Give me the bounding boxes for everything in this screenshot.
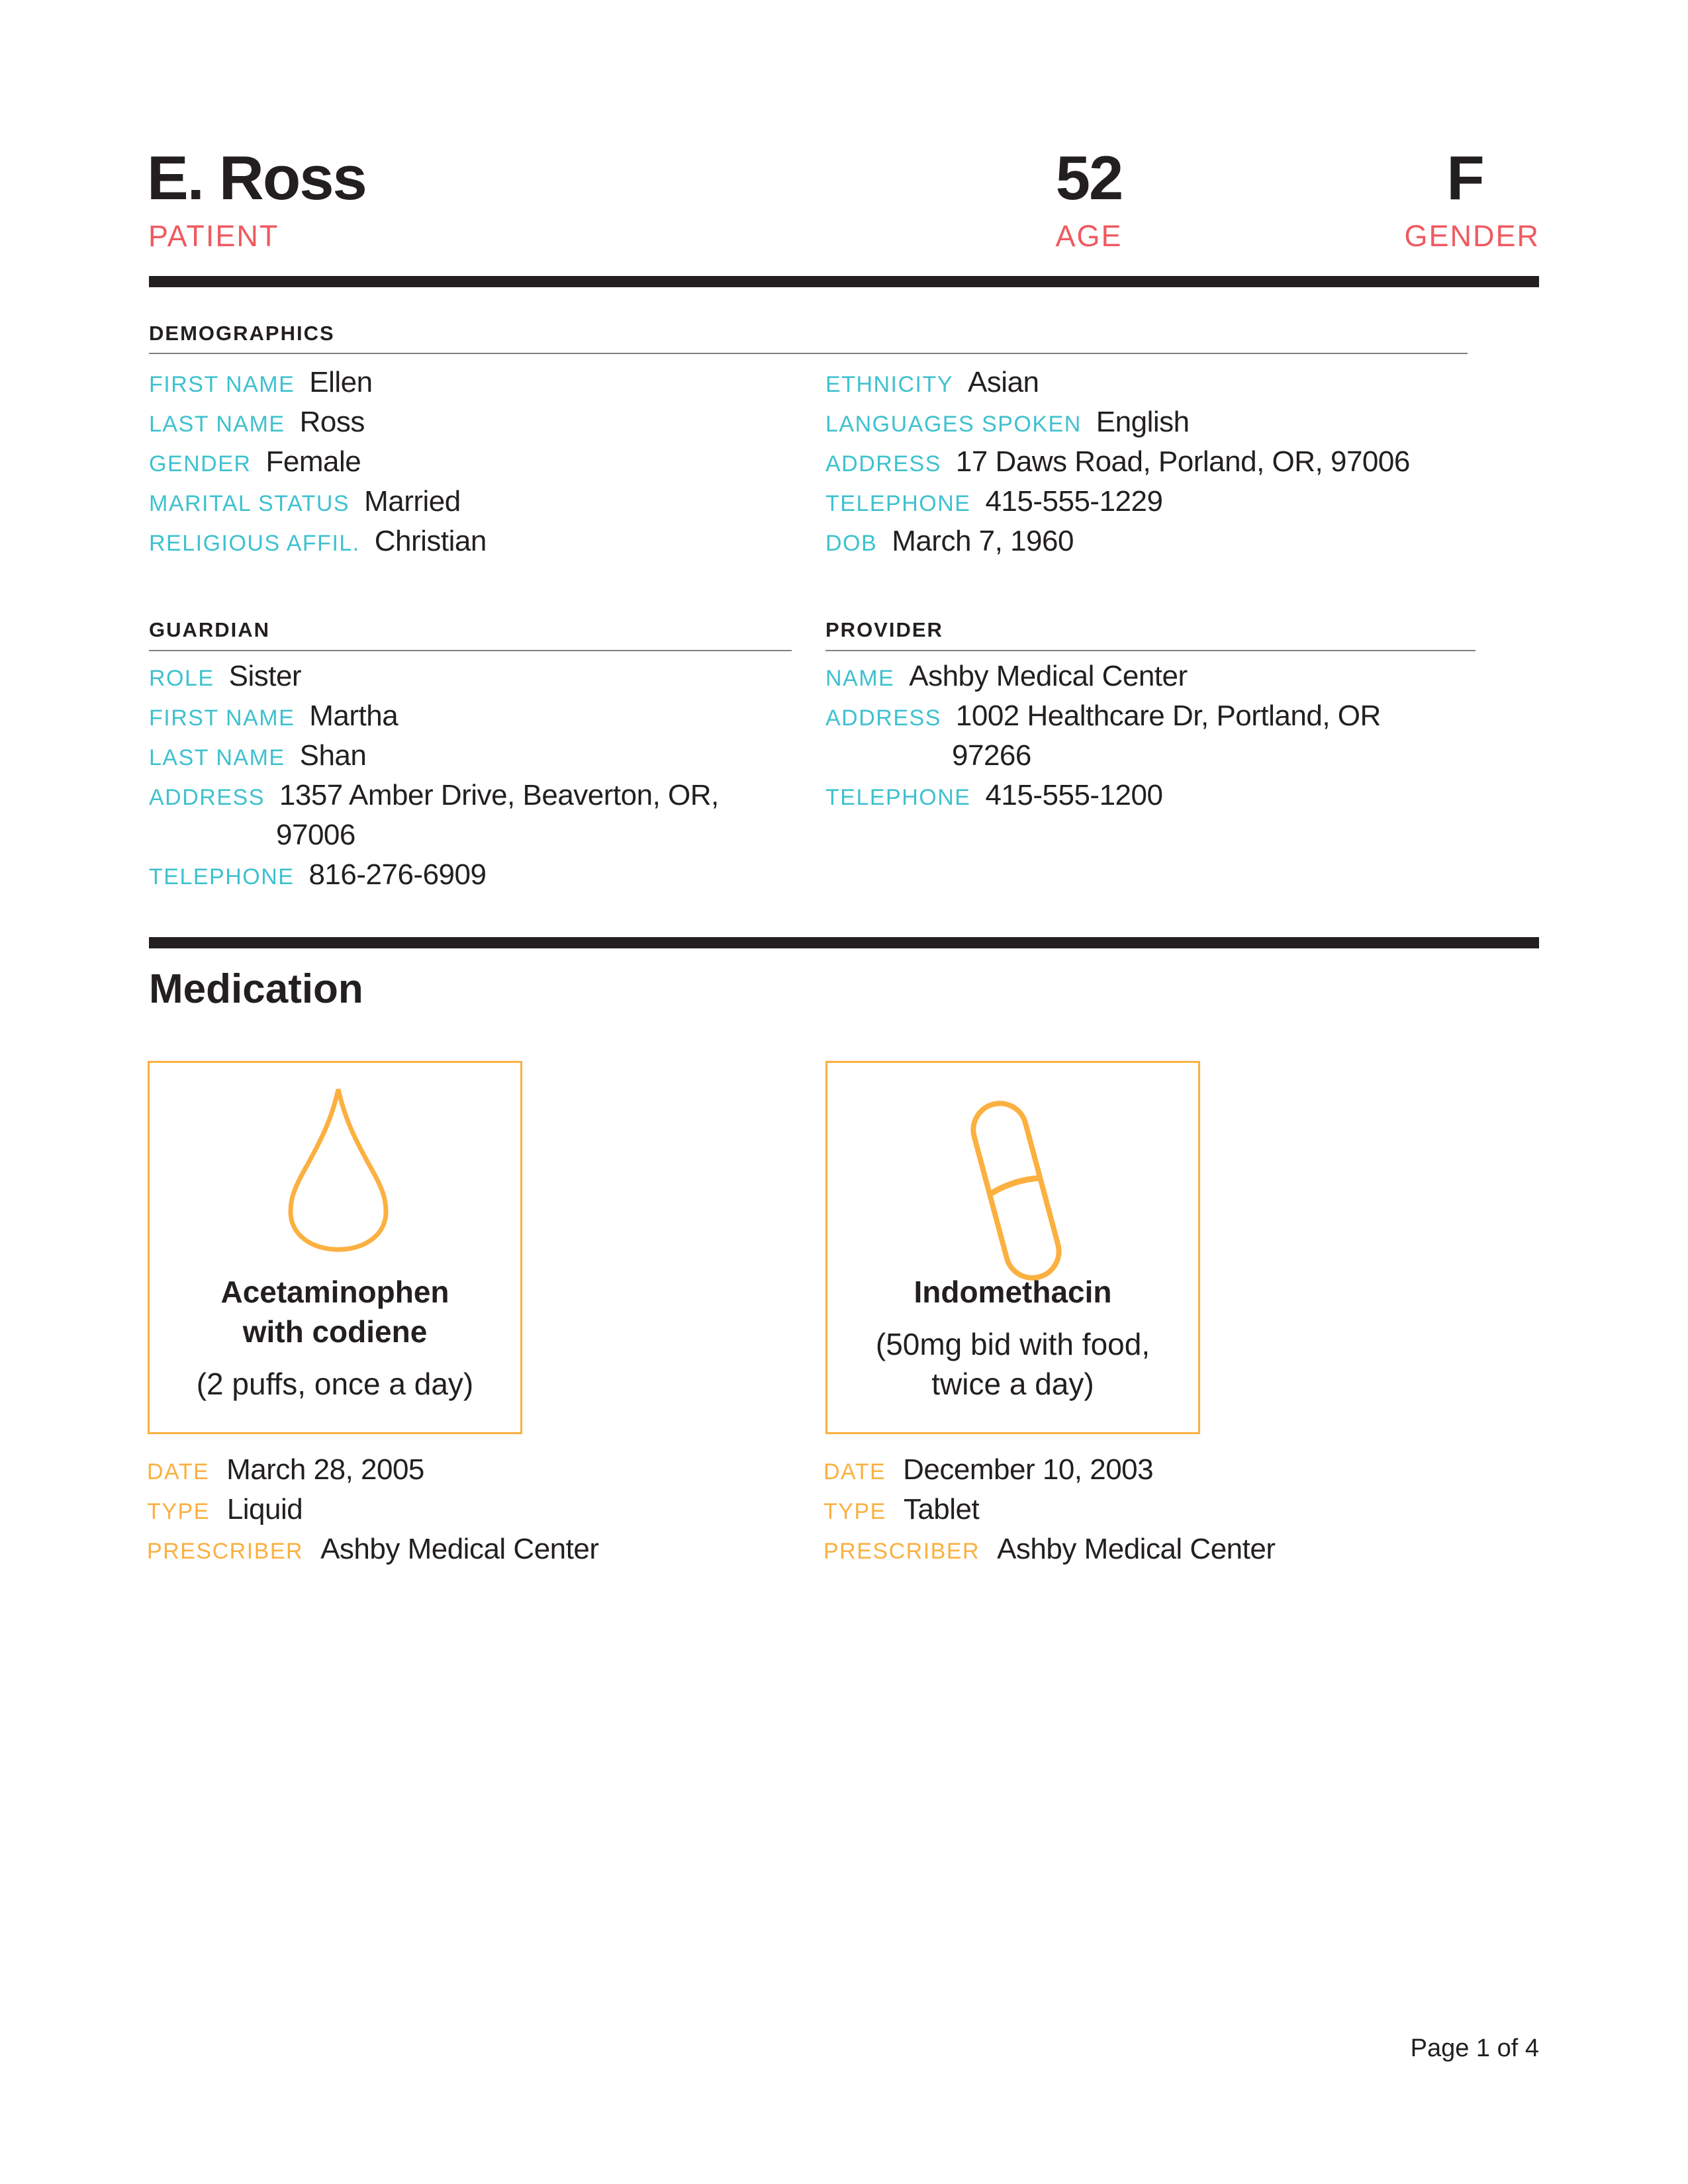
field-label: ADDRESS — [149, 785, 265, 810]
header-divider — [149, 276, 1539, 287]
field-value: Ashby Medical Center — [320, 1533, 599, 1565]
guardian-rule — [149, 650, 792, 651]
field-label: RELIGIOUS AFFIL. — [149, 531, 360, 556]
field-ethnicity — [825, 366, 1039, 406]
field-label: LAST NAME — [149, 745, 285, 770]
guardian-heading: GUARDIAN — [149, 618, 271, 641]
field-value: Sister — [228, 660, 302, 692]
field-address — [825, 445, 1410, 485]
medication-name-line2: with codiene — [242, 1314, 428, 1349]
age-block — [1019, 0, 1158, 265]
field-label: DATE — [147, 1459, 210, 1484]
field-value: 1002 Healthcare Dr, Portland, OR — [955, 700, 1381, 732]
patient-name: E. Ross — [147, 143, 366, 212]
medication-date — [823, 1453, 1153, 1493]
field-label: ADDRESS — [825, 451, 941, 477]
medication-prescriber — [823, 1533, 1275, 1572]
provider-name — [825, 660, 1188, 700]
field-religious-affiliation — [149, 525, 487, 565]
gender-caption: GENDER — [1404, 219, 1540, 253]
field-value: 1357 Amber Drive, Beaverton, OR, — [279, 779, 719, 811]
age-value: 52 — [1055, 143, 1123, 212]
demographics-heading: DEMOGRAPHICS — [149, 322, 335, 345]
age-caption: AGE — [1055, 219, 1123, 253]
field-label: TELEPHONE — [825, 491, 971, 516]
field-label: ADDRESS — [825, 705, 941, 731]
field-label: LANGUAGES SPOKEN — [825, 412, 1082, 437]
field-label: TELEPHONE — [825, 785, 971, 810]
field-value: Asian — [967, 366, 1039, 398]
field-value: Liquid — [226, 1493, 303, 1525]
field-gender — [149, 445, 361, 485]
provider-telephone — [825, 779, 1162, 819]
guardian-telephone — [149, 858, 486, 898]
field-label: NAME — [825, 666, 895, 691]
patient-caption: PATIENT — [148, 219, 279, 253]
field-value: Shan — [299, 739, 367, 772]
gender-block — [1390, 0, 1540, 265]
field-first-name — [149, 366, 373, 406]
provider-heading: PROVIDER — [825, 618, 943, 641]
field-label: ROLE — [149, 666, 214, 691]
medication-name: Indomethacin — [914, 1275, 1112, 1309]
field-value: 17 Daws Road, Porland, OR, 97006 — [955, 445, 1410, 478]
field-label: PRESCRIBER — [147, 1539, 304, 1564]
field-value: Martha — [309, 700, 399, 732]
medication-date — [147, 1453, 424, 1493]
field-label: FIRST NAME — [149, 705, 295, 731]
medication-type — [823, 1493, 979, 1533]
field-value: Married — [364, 485, 461, 518]
gender-value: F — [1446, 143, 1483, 212]
field-label: TELEPHONE — [149, 864, 295, 889]
medication-card[interactable] — [148, 1061, 522, 1434]
field-label: GENDER — [149, 451, 252, 477]
field-value: Ashby Medical Center — [909, 660, 1188, 692]
field-label: MARITAL STATUS — [149, 491, 350, 516]
medication-heading: Medication — [149, 966, 363, 1012]
field-value: Female — [265, 445, 361, 478]
pill-capsule-icon — [960, 1095, 1072, 1287]
field-value: Ellen — [309, 366, 373, 398]
medication-card[interactable] — [825, 1061, 1200, 1434]
demographics-rule — [149, 353, 1468, 354]
field-value: Ross — [299, 406, 365, 438]
field-value: Christian — [374, 525, 487, 557]
field-telephone — [825, 485, 1162, 525]
field-value: March 7, 1960 — [892, 525, 1074, 557]
medication-prescriber — [147, 1533, 598, 1572]
field-label: TYPE — [823, 1499, 886, 1524]
field-value: Tablet — [903, 1493, 980, 1525]
provider-address — [825, 700, 1381, 739]
field-label: ETHNICITY — [825, 372, 953, 397]
medication-type — [147, 1493, 303, 1533]
field-label: FIRST NAME — [149, 372, 295, 397]
field-value: English — [1096, 406, 1190, 438]
guardian-first-name — [149, 700, 398, 739]
field-value: 415-555-1200 — [985, 779, 1163, 811]
guardian-last-name — [149, 739, 366, 779]
field-label: PRESCRIBER — [823, 1539, 980, 1564]
medication-divider — [149, 937, 1539, 948]
medication-dosage-line2: twice a day) — [931, 1367, 1094, 1401]
drop-icon — [285, 1083, 391, 1255]
medication-dosage: (2 puffs, once a day) — [196, 1367, 474, 1401]
field-value: December 10, 2003 — [903, 1453, 1154, 1486]
field-label: TYPE — [147, 1499, 210, 1524]
field-value: March 28, 2005 — [226, 1453, 424, 1486]
field-value: 415-555-1229 — [985, 485, 1163, 518]
field-label: DATE — [823, 1459, 886, 1484]
field-label: DOB — [825, 531, 878, 556]
page-indicator: Page 1 of 4 — [1410, 2034, 1539, 2062]
medication-name: Acetaminophen — [220, 1275, 449, 1309]
field-languages-spoken — [825, 406, 1190, 445]
guardian-address-line2: 97006 — [276, 819, 355, 851]
field-dob — [825, 525, 1074, 565]
field-label: LAST NAME — [149, 412, 285, 437]
field-value: 816-276-6909 — [308, 858, 487, 891]
provider-address-line2: 97266 — [952, 739, 1031, 772]
field-value: Ashby Medical Center — [997, 1533, 1276, 1565]
guardian-role — [149, 660, 301, 700]
guardian-address — [149, 779, 719, 819]
medication-dosage: (50mg bid with food, — [875, 1327, 1150, 1361]
provider-rule — [825, 650, 1476, 651]
field-last-name — [149, 406, 365, 445]
field-marital-status — [149, 485, 461, 525]
